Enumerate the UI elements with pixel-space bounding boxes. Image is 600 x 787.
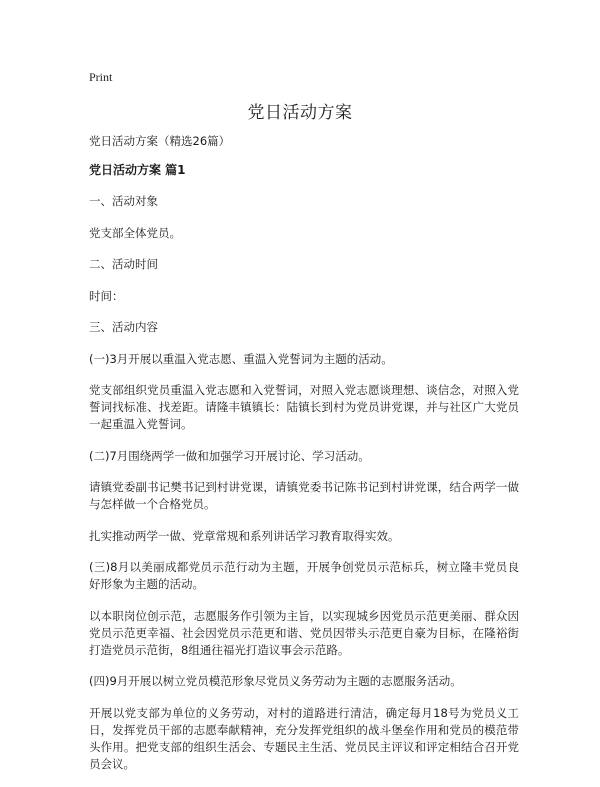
paragraph: 时间： [89, 288, 124, 303]
paragraph: 党支部全体党员。 [89, 225, 181, 240]
print-link[interactable]: Print [89, 70, 113, 84]
paragraph: 扎实推动两学一做、党章常规和系列讲话学习教育取得实效。 [89, 528, 400, 543]
paragraph: 请镇党委副书记樊书记到村讲党课，请镇党委书记陈书记到村讲党课，结合两学一做与怎样做一个合格党员。 [89, 480, 519, 511]
paragraph: 党支部组织党员重温入党志愿和入党誓词，对照入党志愿谈理想、谈信念，对照入党誓词找标准、找差距。请隆丰镇镇长：陆镇长到村为党员讲党课，并与社区广大党员一起重温入党誓词。 [89, 383, 519, 431]
page-title: 党日活动方案 [247, 103, 353, 123]
paragraph: 一、活动对象 [89, 194, 158, 208]
paragraph: 开展以党支部为单位的义务劳动，对村的道路进行清洁，确定每月18号为党员义工日，发挥党员干部的志愿奉献精神，充分发挥党组织的战斗堡垒作用和党员的模范带头作用。把党支部的组织生活会、专题民主生活、党员民主评议和评定相结合召开党员会议。 [89, 705, 519, 771]
paragraph: (三)8月以美丽成都党员示范行动为主题，开展争创党员示范标兵，树立隆丰党员良好形象为主题的活动。 [89, 560, 519, 591]
document-body [89, 133, 519, 787]
paragraph: (一)3月开展以重温入党志愿、重温入党誓词为主题的活动。 [89, 351, 393, 366]
paragraph: 二、活动时间 [89, 257, 158, 271]
section-heading: 党日活动方案 篇1 [89, 163, 186, 177]
document-subtitle: 党日活动方案（精选26篇） [89, 134, 231, 148]
paragraph: (二)7月围绕两学一做和加强学习开展讨论、学习活动。 [89, 448, 370, 463]
paragraph: (四)9月开展以树立党员模范形象尽党员义务劳动为主题的志愿服务活动。 [89, 674, 462, 688]
paragraph: 三、活动内容 [89, 320, 158, 334]
paragraph: 以本职岗位创示范，志愿服务作引领为主旨，以实现城乡因党员示范更美丽、群众因党员示范更幸福、社会因党员示范更和谐、党员因带头示范更自豪为目标，在隆裕街打造党员示范街，8组通往福光打造议事会示范路。 [89, 608, 519, 657]
